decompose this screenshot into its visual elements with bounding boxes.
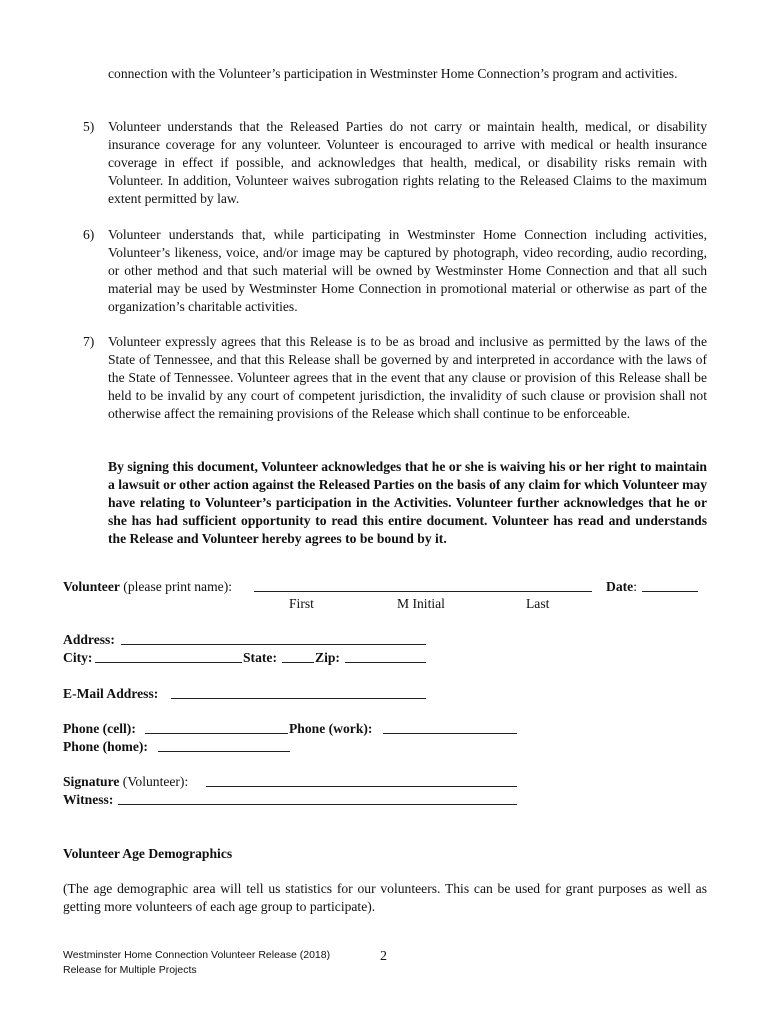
city-row bbox=[63, 649, 92, 667]
city-label: City bbox=[63, 650, 88, 665]
demographics-text: (The age demographic area will tell us statistics for our volunteers. This can be used for grant purposes as well as getting more volunteers of each age group to participate). bbox=[63, 881, 707, 914]
state-field[interactable] bbox=[282, 649, 314, 663]
page-number: 2 bbox=[380, 949, 387, 964]
phone-work-label: Phone (work): bbox=[289, 721, 373, 736]
volunteer-hint: (please print name): bbox=[119, 579, 232, 594]
volunteer-name-field[interactable] bbox=[254, 578, 592, 592]
state-colon: : bbox=[272, 650, 277, 665]
phone-home-field[interactable] bbox=[158, 738, 290, 752]
phone-cell-field[interactable] bbox=[145, 720, 288, 734]
date-colon: : bbox=[633, 579, 637, 594]
name-first-caption: First bbox=[289, 596, 314, 611]
email-field[interactable] bbox=[171, 685, 426, 699]
intro-continuation: connection with the Volunteer’s participation in Westminster Home Connection’s program and activities. bbox=[108, 66, 678, 81]
city-colon: : bbox=[87, 650, 93, 665]
signature-hint: (Volunteer): bbox=[119, 774, 189, 789]
address-colon: : bbox=[110, 632, 115, 647]
witness-field[interactable] bbox=[118, 791, 517, 805]
date-label: Date bbox=[606, 579, 634, 594]
phone-home-label: Phone (home): bbox=[63, 739, 148, 754]
phone-work-field[interactable] bbox=[383, 720, 517, 734]
phone-cell-row bbox=[63, 720, 136, 738]
zip-label: Zip bbox=[315, 650, 336, 665]
date-field[interactable] bbox=[642, 578, 698, 592]
item-5-text: Volunteer understands that the Released Parties do not carry or maintain health, medical, or disability insurance coverage for any volunteer. Volunteer is encouraged to arrive with medical or health insurance coverage in effect if possible, and acknowledges that health, medical, or disability risks remain with Volunteer. In addition, Volunteer waives subrogation rights relating to the Released Claims to the maximum extent permitted by law. bbox=[108, 119, 707, 206]
zip-row bbox=[315, 649, 340, 667]
address-field[interactable] bbox=[121, 631, 426, 645]
state-row bbox=[243, 649, 277, 667]
acknowledgement: By signing this document, Volunteer acknowledges that he or she is waiving his or her right to maintain a lawsuit or other action against the Released Parties on the basis of any claim for which Volunteer may have relating to Volunteer’s participation in the Activities. Volunteer further acknowledges that he or she has had sufficient opportunity to read this entire document. Volunteer has read and understands the Release and Volunteer hereby agrees to be bound by it. bbox=[108, 459, 707, 546]
signature-row bbox=[63, 773, 188, 791]
witness-label: Witness bbox=[63, 792, 109, 807]
city-field[interactable] bbox=[95, 649, 242, 663]
name-last-caption: Last bbox=[526, 596, 550, 611]
item-7-text: Volunteer expressly agrees that this Release is to be as broad and inclusive as permitted by the laws of the State of Tennessee, and that this Release shall be governed by and interpreted in accordance with the laws of the State of Tennessee. Volunteer agrees that in the event that any clause or provision of this Release shall be held to be invalid by any court of competent jurisdiction, the invalidity of such clause or provision shall not otherwise affect the remaining provisions of the Release which shall continue to be enforceable. bbox=[108, 334, 707, 421]
item-5-number: 5) bbox=[83, 119, 95, 134]
address-row bbox=[63, 631, 115, 649]
address-label: Address bbox=[63, 632, 111, 647]
name-middle-caption: M Initial bbox=[397, 596, 445, 611]
footer-text bbox=[63, 948, 330, 978]
email-row bbox=[63, 685, 158, 703]
witness-colon: : bbox=[108, 792, 114, 807]
signature-field[interactable] bbox=[206, 773, 517, 787]
footer-line-2: Release for Multiple Projects bbox=[63, 964, 197, 976]
phone-home-row bbox=[63, 738, 148, 756]
volunteer-label: Volunteer bbox=[63, 579, 120, 594]
item-6-text: Volunteer understands that, while participating in Westminster Home Connection including activities, Volunteer’s likeness, voice, and/or image may be captured by photograph, video recording, audio recording, or other method and that such material will be owned by Westminster Home Connection and that all such material may be used by Westminster Home Connection in promotional material or otherwise as part of the organization’s charitable activities. bbox=[108, 227, 707, 314]
email-label: E-Mail Address: bbox=[63, 686, 159, 701]
date-row bbox=[606, 578, 637, 596]
item-7-number: 7) bbox=[83, 334, 95, 349]
volunteer-name-row bbox=[63, 578, 232, 596]
phone-cell-label: Phone (cell): bbox=[63, 721, 136, 736]
phone-work-row bbox=[289, 720, 372, 738]
item-6-number: 6) bbox=[83, 227, 95, 242]
witness-row bbox=[63, 791, 113, 809]
zip-colon: : bbox=[335, 650, 340, 665]
footer-line-1: Westminster Home Connection Volunteer Release (2018) bbox=[63, 949, 331, 961]
zip-field[interactable] bbox=[345, 649, 426, 663]
state-label: State bbox=[243, 650, 273, 665]
signature-label: Signature bbox=[63, 774, 120, 789]
demographics-heading: Volunteer Age Demographics bbox=[63, 846, 233, 861]
